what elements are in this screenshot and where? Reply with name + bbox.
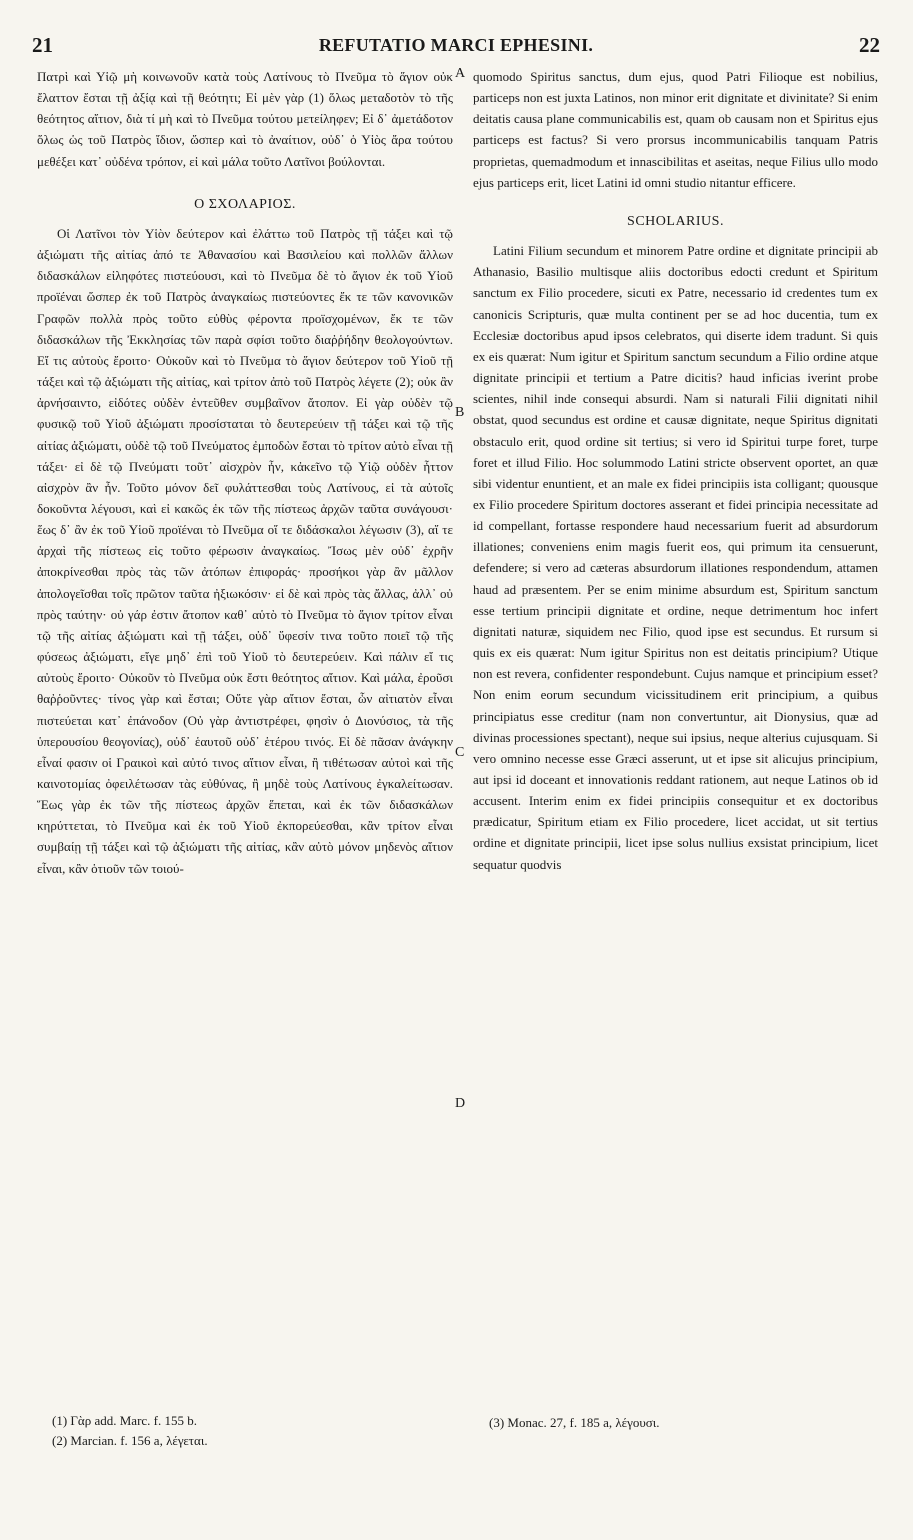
margin-letter-d: D — [455, 1096, 466, 1111]
footnote-3: (3) Monac. 27, f. 185 a, λέγουσι. — [489, 1415, 660, 1430]
latin-paragraph-1: quomodo Spiritus sanctus, dum ejus, quod Patri Filioque est nobilius, particeps non est juxta Latinos, non minor erit dignitate et divinitate? Si enim deitatis causa plane communicabilis est, quam ob causam non et Spiritus ejus particeps est factus? Si vero prorsus incommunicabilis tanquam Patris proprietas, quemadmodum et innascibilitas et aseitas, neque Filius ullo modo ejus particeps erit, licet Latini id omni studio nitantur efficere. — [473, 69, 878, 190]
running-header — [32, 33, 880, 59]
margin-letter-b: B — [455, 405, 465, 420]
greek-column — [37, 66, 453, 879]
latin-section-heading: SCHOLARIUS. — [627, 213, 724, 229]
page-number-right: 22 — [859, 33, 880, 57]
footnote-2: (2) Marcian. f. 156 a, λέγεται. — [52, 1433, 208, 1448]
greek-paragraph-2: Οἱ Λατῖνοι τὸν Υἱὸν δεύτερον καὶ ἐλάττω τοῦ Πατρὸς τῇ τάξει καὶ τῷ ἀξιώματι τῆς αἰτίας ἀπό τε Ἀθανασίου καὶ Βασιλείου καὶ πολλῶν ἄλλων διδασκάλων εἰληφότες πιστεύουσι, καὶ τὸ Πνεῦμα δὲ τὸ ἅγιον ἐκ τοῦ Υἱοῦ προϊέναι ὥσπερ ἐκ τοῦ Πατρὸς ἀναγκαίως πιστεύοντες ἔκ τε τῶν κανονικῶν Γραφῶν πολλὰ πρὸς τοῦτο εὐθὺς φέροντα προϊσχομένων, ἔκ τε τῶν διδασκάλων τῆς Ἐκκλησίας τῶν παρὰ σφίσι τοῦτο διαῤῥήδην θεολογούντων. Εἴ τις αὐτοὺς ἔροιτο· Οὐκοῦν καὶ τὸ Πνεῦμα τὸ ἅγιον δεύτερον τοῦ Υἱοῦ τῇ τάξει καὶ τῷ ἀξιώματι τῆς αἰτίας, καὶ τρίτον ἀπὸ τοῦ Πατρὸς λέγετε (2); οὐκ ἂν ἀρνήσαιντο, εἰδότες οὐδὲν ἐντεῦθεν συμβαῖνον ἄτοπον. Εἰ γὰρ οὐδὲν τῷ φυσικῷ τοῦ Υἱοῦ ἀξιώματι προσίσταται τὸ δευτερεύειν τῇ τάξει καὶ τῷ τῆς αἰτίας ἀξιώματι, οὐδὲ τῷ τοῦ Πνεύματος ἐμποδὼν ἔσται τὸ τρίτον αὐτὸ εἶναι τῇ τάξει· εἰ δὲ τῷ Πνεύματι τοῦτ᾽ αἰσχρὸν ἦν, κἀκεῖνο τῷ Υἱῷ οὐδὲν ἧττον αἰσχρὸν ἂν ἦν. Τοῦτο μόνον δεῖ φυλάττεσθαι τοὺς Λατίνους, εἰ τὰ αὐτοῖς δοκοῦντα λέγουσι, καὶ εἰ κακῶς ἐκ τῶν τῆς πίστεως ἀρχῶν ταῦτα συνάγουσι· ἕως δ᾽ ἂν ἐκ τοῦ Υἱοῦ προϊέναι τὸ Πνεῦμα οἵ τε διδάσκαλοι λέγωσιν (3), αἵ τε ἀρχαὶ τῆς πίστεως εἰς τοῦτο φέρωσιν ἀναγκαίως. Ἴσως μὲν οὐδ᾽ ἐχρῆν ἀποκρίνεσθαι πρὸς τὰς τῶν ἀτόπων ἐπιφοράς· προσήκοι γὰρ ἂν μᾶλλον ἀπολογεῖσθαι τοῖς πρῶτον ταῦτα ἠξιωκόσιν· εἰ δὲ καὶ πρὸς τὰς ἄλλας, ἀλλ᾽ οὐ πρὸς ταύτην· οὐ γάρ ἐστιν ἄτοπον καθ᾽ αὑτὸ τὸ Πνεῦμα τὸ ἅγιον τρίτον εἶναι τῷ τῆς αἰτίας ἀξιώματι καὶ τῇ τάξει, οὐδ᾽ ὕφεσίν τινα τοῦτο ποιεῖ τῷ τῆς φύσεως ἀξιώματι, εἴγε μηδ᾽ ἐπὶ τοῦ Υἱοῦ τὸ δευτερεύειν. Καὶ πάλιν εἴ τις αὐτοὺς ἔροιτο· Οὐκοῦν τὸ Πνεῦμα οὐκ ἔστι θεότητος αἴτιον. Καὶ μάλα, ἐροῦσι θαῤῥοῦντες· τίνος γὰρ καὶ ἔσται; Οὔτε γὰρ αἴτιον ἔσται, ὧν αἰτιατὸν εἶναι πιστεύεται κατ᾽ ἐπάνοδον (Οὐ γὰρ ἀντιστρέφει, φησὶν ὁ Διονύσιος, τὰ τῆς ὑπερουσίου θεογονίας), οὐδ᾽ ἑαυτοῦ οὐδ᾽ ἑτέρου τινός. Εἰ δὲ πᾶσαν ἀνάγκην εἶναί φασιν οἱ Γραικοὶ καὶ αὐτό τινος αἴτιον εἶναι, ἢ τιθέτωσαν αὐτοὶ καὶ τῆς καινοτομίας ὀφειλέτωσαν τὰς εὐθύνας, ἢ μηδὲ τοὺς Λατίνους ἐγκαλείτωσαν. Ἕως γὰρ ἐκ τῶν τῆς πίστεως ἀρχῶν ἕπεται, καὶ ἐκ τῶν διδασκάλων κηρύττεται, τὸ Πνεῦμα καὶ ἐκ τοῦ Υἱοῦ ἐκπορεύεσθαι, κἂν τρίτον εἶναι συμβαίῃ τῇ τάξει καὶ τῷ ἀξιώματι τῆς αἰτίας, κἂν αὐτὸ μόνον μηδενὸς αἴτιον εἶναι, κἂν ὁτιοῦν τῶν τοιού- — [37, 225, 453, 876]
margin-letter-c: C — [455, 745, 465, 760]
footnotes-left — [52, 1411, 432, 1451]
latin-paragraph-2: Latini Filium secundum et minorem Patre ordine et dignitate principii ab Athanasio, Basilio multisque aliis doctoribus edocti credunt et Spiritum sanctum ex Filio procedere, sicuti ex Patre, necessario id credentes tum ex canonicis Scripturis, quæ multa continent per se ad hoc ducentia, tum ex Ecclesiæ doctoribus apud ipsos celebratos, qui diserte idem tradunt. Si quis ex eis quærat: Num igitur et Spiritum sanctum secundum a Filio ordine atque dignitate principii et tertium a Patre dicitis? haud inficias iverint probe scientes, nihil inde consequi absurdi. Nam si naturali Filii dignitati nihil obstat, quod secundus est ordine et causæ dignitate, neque Spiritus dignitati obstaculo erit, quod ordine sit tertius; si vero id Spiritui turpe foret, turpe foret et illud Filio. Hoc solummodo Latini stricte observent oportet, an quæ sibi videntur enuntient, et an male ex fidei principiis ista colligant; quousque ex Filio procedere Spiritum doctores asserant et fidei principia necessitate ad id compellant, fortasse respondere haud necessarium fuerit ad absurdorum illationes; conveniens enim magis fuerit eos, qui primum ita censuerunt, defendere; si vero ad cæteras absurdorum illationes respondendum, attamen haud ad præsentem. Per se enim minime absurdum est, Spiritum sanctum esse tertium principii dignitate et ordine, neque detrimentum hoc infert dignitati naturæ, siquidem nec Filio, quod ipse est secundus. Et rursum si quis ex eis quærat: Num igitur Spiritus non est deitatis principium? Utique non est revera, confidenter respondebunt. Cujus namque et principium esset? Non enim eorum secundum vicissitudinem erit principium, a quibus principiatus esse creditur (nam non convertuntur, ait Dionysius, quæ ad divinas processiones spectant), neque sui ipsius, neque alterius cujusquam. Si vero omnino necesse esse Græci asserunt, ut et ipse sit alicujus principium, aut ipsi id doceant et innovationis reddant rationem, aut neque Latinos ob id accusent. Interim enim ex fidei principiis consequitur et ex doctoribus prædicatur, Spiritum etiam ex Filio procedere, licet accidat, ut sit tertius ordine et dignitate principii, licet ipse solus nullius exsistat principium, licet sequatur quodvis — [473, 243, 878, 872]
footnote-1: (1) Γὰρ add. Marc. f. 155 b. — [52, 1413, 197, 1428]
latin-column — [473, 66, 878, 875]
greek-paragraph-1: Πατρὶ καὶ Υἱῷ μὴ κοινωνοῦν κατὰ τοὺς Λατίνους τὸ Πνεῦμα τὸ ἅγιον οὐκ ἔλαττον ἔσται τῇ ἀξίᾳ καὶ τῇ θεότητι; Εἰ μὲν γὰρ (1) ὅλως μεταδοτὸν τὸ τῆς θεότητος αἴτιον, διὰ τί μὴ καὶ τὸ Πνεῦμα τούτου μετείληφεν; Εἰ δ᾽ ἀμετάδοτον ὅλως ὡς τοῦ Πατρὸς ἴδιον, ὥσπερ καὶ τὸ ἀναίτιον, οὐδ᾽ ὁ Υἱὸς ἄρα τούτου μεθέξει κατ᾽ οὐδένα τρόπον, εἰ καὶ μάλα τοῦτο Λατῖνοι βούλονται. — [37, 69, 453, 169]
margin-letter-a: A — [455, 66, 466, 81]
greek-section-heading: Ο ΣΧΟΛΑΡΙΟΣ. — [194, 196, 296, 212]
running-title: REFUTATIO MARCI EPHESINI. — [318, 35, 594, 55]
footnotes-right — [489, 1413, 869, 1433]
page-number-left: 21 — [32, 33, 53, 57]
